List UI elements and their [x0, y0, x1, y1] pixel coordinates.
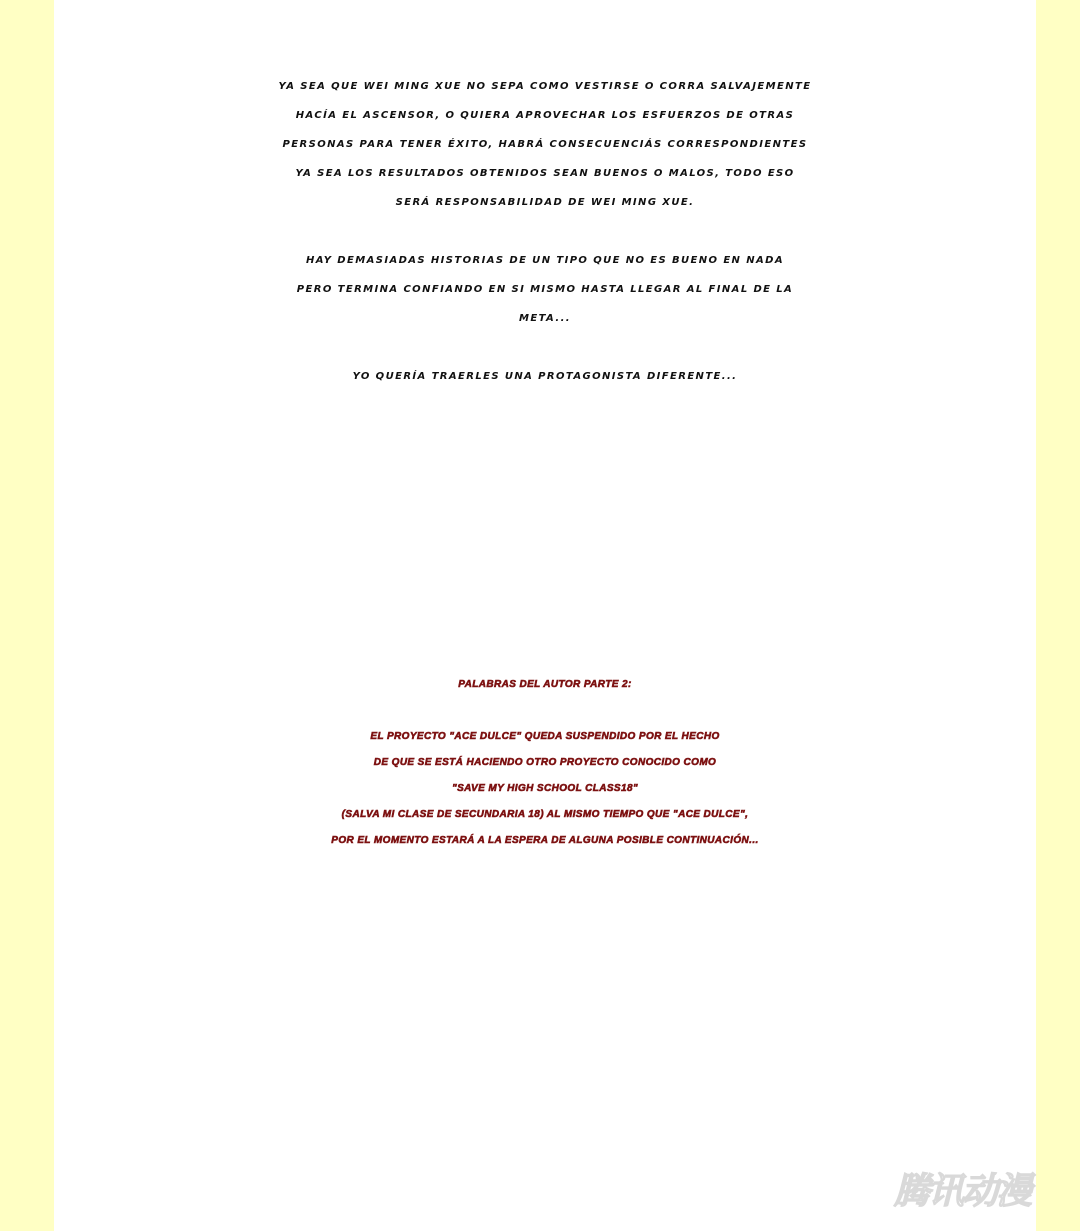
- story-line: META...: [519, 313, 571, 324]
- story-line: YA SEA QUE WEI MING XUE NO SEPA COMO VESTIRSE O CORRA SALVAJEMENTE: [278, 81, 812, 92]
- story-line: HACÍA EL ASCENSOR, O QUIERA APROVECHAR LOS ESFUERZOS DE OTRAS: [295, 110, 795, 121]
- author-words-heading: PALABRAS DEL AUTOR PARTE 2:: [458, 679, 632, 690]
- paragraph-gap: [54, 698, 1036, 724]
- story-line: SERÁ RESPONSABILIDAD DE WEI MING XUE.: [395, 197, 695, 208]
- author-line: EL PROYECTO "ACE DULCE" QUEDA SUSPENDIDO POR EL HECHO: [370, 731, 720, 742]
- story-note-text: [54, 72, 1036, 391]
- watermark-text: 腾讯动漫: [894, 1171, 1031, 1211]
- story-line: HAY DEMASIADAS HISTORIAS DE UN TIPO QUE NO ES BUENO EN NADA: [306, 255, 784, 266]
- author-line: (SALVA MI CLASE DE SECUNDARIA 18) AL MISMO TIEMPO QUE "ACE DULCE",: [341, 809, 749, 820]
- comic-page: [54, 0, 1036, 1231]
- tencent-comic-watermark-logo: [892, 1167, 1062, 1211]
- author-line: "SAVE MY HIGH SCHOOL CLASS18": [451, 783, 639, 794]
- author-line: DE QUE SE ESTÁ HACIENDO OTRO PROYECTO CONOCIDO COMO: [373, 757, 717, 768]
- story-line: YO QUERÍA TRAERLES UNA PROTAGONISTA DIFERENTE...: [352, 371, 738, 382]
- author-line: POR EL MOMENTO ESTARÁ A LA ESPERA DE ALGUNA POSIBLE CONTINUACIÓN...: [331, 835, 759, 846]
- story-line: YA SEA LOS RESULTADOS OBTENIDOS SEAN BUENOS O MALOS, TODO ESO: [295, 168, 795, 179]
- story-line: PERSONAS PARA TENER ÉXITO, HABRÁ CONSECUENCIÁS CORRESPONDIENTES: [282, 139, 808, 150]
- story-line: PERO TERMINA CONFIANDO EN SI MISMO HASTA LLEGAR AL FINAL DE LA: [296, 284, 794, 295]
- paragraph-gap: [54, 217, 1036, 246]
- author-words-text: [54, 672, 1036, 854]
- paragraph-gap: [54, 333, 1036, 362]
